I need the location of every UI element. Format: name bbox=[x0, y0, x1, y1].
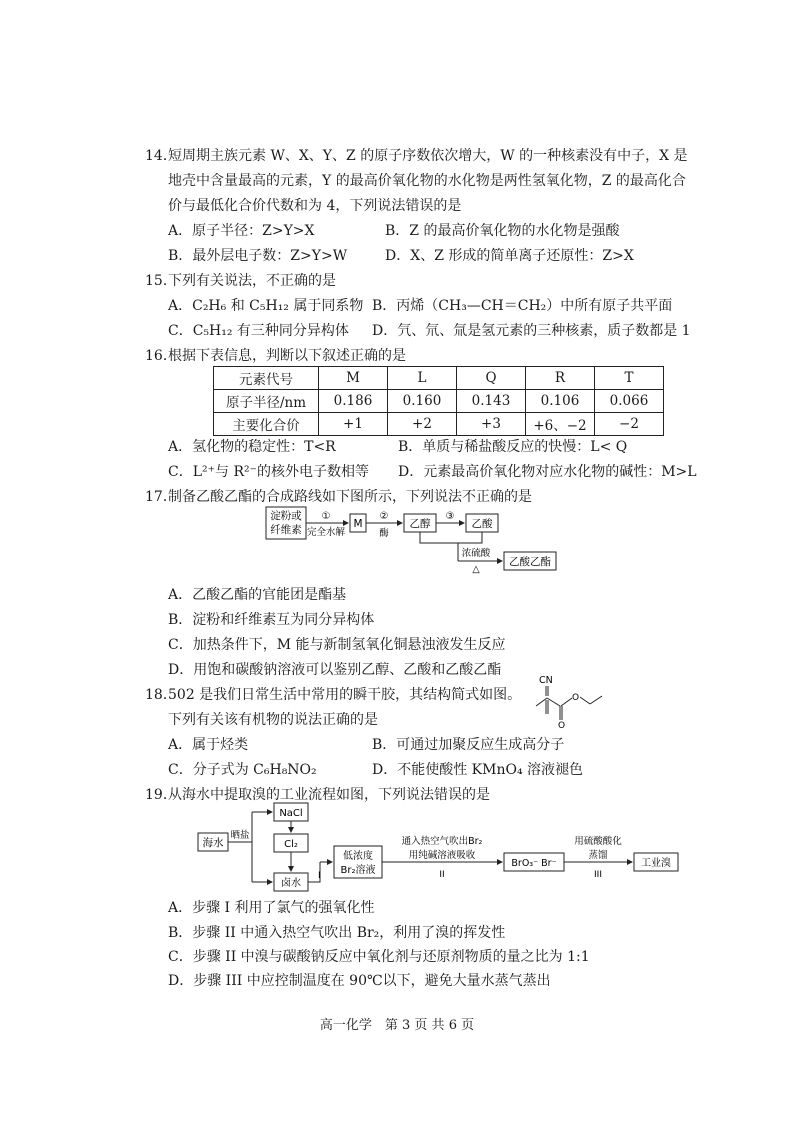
q14-option-d: D．X、Z 形成的简单离子还原性：Z>X bbox=[385, 248, 634, 264]
q17-option-d: D．用饱和碳酸钠溶液可以鉴别乙醇、乙酸和乙酸乙酯 bbox=[168, 662, 502, 678]
diagram-label: 乙酸 bbox=[471, 518, 493, 530]
table-cell: Q bbox=[457, 367, 526, 390]
table-cell: 0.186 bbox=[319, 390, 388, 413]
diagram-label: BrO₃⁻ Br⁻ bbox=[511, 858, 557, 869]
q17-number: 17． bbox=[145, 489, 177, 505]
q14-option-a: A．原子半径：Z>Y>X bbox=[168, 223, 315, 239]
diagram-label: M bbox=[353, 518, 363, 530]
q14-option-c: B．最外层电子数：Z>Y>W bbox=[168, 248, 348, 264]
page-footer: 高一化学 第 3 页 共 6 页 bbox=[319, 1018, 475, 1033]
q18-number: 18． bbox=[145, 687, 177, 703]
q17-option-b: B．淀粉和纤维素互为同分异构体 bbox=[168, 612, 375, 628]
table-cell: +2 bbox=[388, 413, 457, 436]
q15-option-b: B．丙烯（CH₃—CH＝CH₂）中所有原子共平面 bbox=[372, 298, 673, 314]
table-cell: L bbox=[388, 367, 457, 390]
q15-option-c: C．C₅H₁₂ 有三种同分异构体 bbox=[168, 323, 349, 339]
diagram-label: II bbox=[439, 870, 445, 880]
q19-option-d: D．步骤 III 中应控制温度在 90℃以下，避免大量水蒸气蒸出 bbox=[168, 973, 551, 989]
q18-stem-line1: 502 是我们日常生活中常用的瞬干胶，其结构简式如图。 bbox=[168, 687, 522, 703]
q15-option-d: D．氕、氘、氚是氢元素的三种核素，质子数都是 1 bbox=[372, 323, 691, 339]
cyanoacrylate-structure bbox=[520, 670, 620, 728]
q14-stem-line1: 短周期主族元素 W、X、Y、Z 的原子序数依次增大，W 的一种核素没有中子，X 是 bbox=[168, 148, 688, 164]
diagram-label: 通入热空气吹出Br₂ bbox=[401, 836, 483, 847]
table-cell: +3 bbox=[457, 413, 526, 436]
ester-synthesis-diagram bbox=[262, 505, 562, 575]
diagram-label: 淀粉或 bbox=[270, 510, 302, 522]
q16-option-d: D．元素最高价氧化物对应水化物的碱性：M>L bbox=[398, 464, 697, 480]
q14-number: 14． bbox=[145, 148, 177, 164]
diagram-label: 海水 bbox=[202, 837, 224, 849]
q16-number: 16． bbox=[145, 348, 177, 364]
q17-stem: 制备乙酸乙酯的合成路线如下图所示，下列说法不正确的是 bbox=[168, 489, 532, 505]
q16-stem: 根据下表信息，判断以下叙述正确的是 bbox=[168, 348, 406, 364]
diagram-label: 完全水解 bbox=[306, 527, 346, 538]
diagram-label: O bbox=[572, 693, 580, 703]
element-data-table bbox=[213, 366, 664, 436]
q19-option-b: B．步骤 II 中通入热空气吹出 Br₂，利用了溴的挥发性 bbox=[168, 925, 506, 941]
q17-option-a: A．乙酸乙酯的官能团是酯基 bbox=[168, 587, 347, 603]
q14-option-b: B．Z 的最高价氧化物的水化物是强酸 bbox=[385, 223, 620, 239]
diagram-label: 浓硫酸 bbox=[461, 548, 491, 559]
q19-stem: 从海水中提取溴的工业流程如图，下列说法错误的是 bbox=[168, 787, 490, 803]
q15-stem: 下列有关说法，不正确的是 bbox=[168, 273, 336, 289]
diagram-label: Br₂溶液 bbox=[340, 865, 376, 876]
q15-option-a: A．C₂H₆ 和 C₅H₁₂ 属于同系物 bbox=[168, 298, 364, 314]
diagram-label: △ bbox=[472, 564, 480, 575]
table-cell: M bbox=[319, 367, 388, 390]
q16-option-b: B．单质与稀盐酸反应的快慢：L< Q bbox=[398, 439, 628, 455]
q19-number: 19． bbox=[145, 787, 177, 803]
diagram-label: III bbox=[594, 870, 602, 880]
q15-number: 15． bbox=[145, 273, 177, 289]
diagram-label: I bbox=[318, 871, 321, 881]
diagram-label: 晒盐 bbox=[230, 830, 250, 841]
diagram-label: 用硫酸酸化 bbox=[574, 836, 622, 847]
table-row bbox=[214, 413, 664, 436]
q18-option-d: D．不能使酸性 KMnO₄ 溶液褪色 bbox=[372, 762, 584, 778]
q16-option-a: A．氢化物的稳定性：T<R bbox=[168, 439, 336, 455]
table-cell: +6、−2 bbox=[526, 413, 595, 436]
q18-option-b: B．可通过加聚反应生成高分子 bbox=[372, 737, 565, 753]
table-cell: 原子半径/nm bbox=[214, 390, 319, 413]
bromine-extraction-flowchart bbox=[196, 800, 682, 892]
table-cell: −2 bbox=[595, 413, 664, 436]
diagram-label: CN bbox=[539, 675, 553, 686]
diagram-label: 低浓度 bbox=[343, 851, 373, 862]
table-cell: T bbox=[595, 367, 664, 390]
table-cell: 0.160 bbox=[388, 390, 457, 413]
q14-stem-line2: 地壳中含量最高的元素，Y 的最高价氧化物的水化物是两性氢氧化物，Z 的最高化合 bbox=[168, 173, 686, 189]
diagram-label: 卤水 bbox=[281, 878, 301, 889]
diagram-label: 工业溴 bbox=[641, 858, 671, 869]
q16-option-c: C．L²⁺与 R²⁻的核外电子数相等 bbox=[168, 464, 370, 480]
table-cell: 主要化合价 bbox=[214, 413, 319, 436]
q19-option-c: C．步骤 II 中溴与碳酸钠反应中氧化剂与还原剂物质的量之比为 1:1 bbox=[168, 949, 590, 965]
table-cell: 0.066 bbox=[595, 390, 664, 413]
diagram-label: 蒸馏 bbox=[588, 850, 608, 861]
q14-stem-line3: 价与最低化合价代数和为 4，下列说法错误的是 bbox=[168, 198, 462, 214]
diagram-label: ① bbox=[321, 511, 331, 522]
q18-stem-line2: 下列有关该有机物的说法正确的是 bbox=[168, 712, 378, 728]
diagram-label: 乙醇 bbox=[409, 518, 431, 530]
diagram-label: 用纯碱溶液吸收 bbox=[408, 850, 476, 861]
diagram-label: 乙酸乙酯 bbox=[509, 556, 551, 568]
diagram-label: O bbox=[558, 721, 566, 728]
table-cell: 元素代号 bbox=[214, 367, 319, 390]
table-cell: 0.106 bbox=[526, 390, 595, 413]
diagram-label: 纤维素 bbox=[270, 524, 302, 536]
diagram-label: 酶 bbox=[379, 528, 389, 539]
q19-option-a: A．步骤 I 利用了氯气的强氧化性 bbox=[168, 900, 375, 916]
table-cell: R bbox=[526, 367, 595, 390]
diagram-label: ③ bbox=[445, 511, 455, 522]
table-row bbox=[214, 390, 664, 413]
table-cell: +1 bbox=[319, 413, 388, 436]
diagram-label: Cl₂ bbox=[284, 839, 298, 850]
diagram-label: ② bbox=[379, 511, 389, 522]
table-row bbox=[214, 367, 664, 390]
q18-option-a: A．属于烃类 bbox=[168, 737, 249, 753]
q17-option-c: C．加热条件下，M 能与新制氢氧化铜悬浊液发生反应 bbox=[168, 637, 506, 653]
diagram-label: NaCl bbox=[279, 808, 303, 819]
table-cell: 0.143 bbox=[457, 390, 526, 413]
q18-option-c: C．分子式为 C₆H₈NO₂ bbox=[168, 762, 317, 778]
